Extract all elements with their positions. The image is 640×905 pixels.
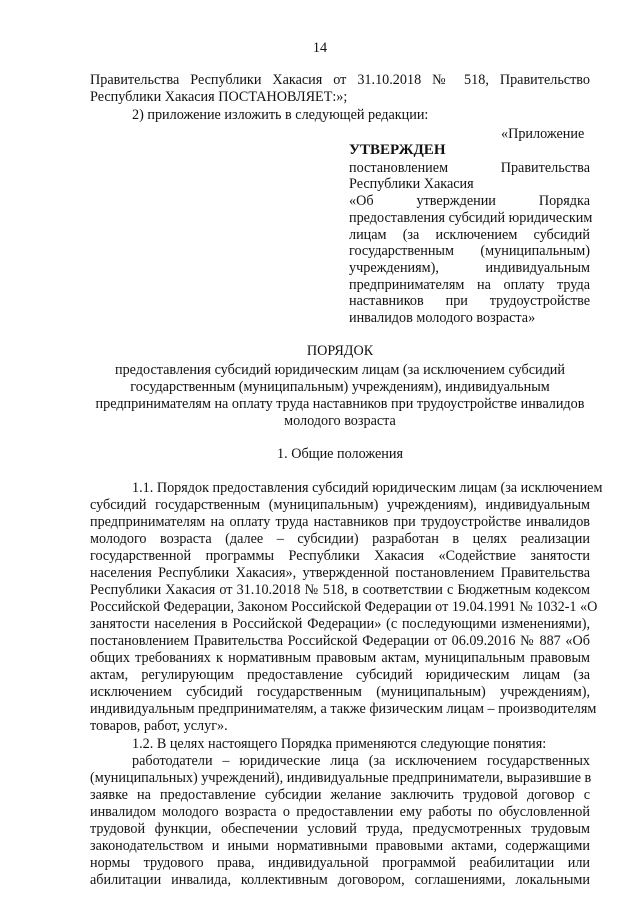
paragraph-line: абилитации инвалида, коллективным договором, соглашениями, локальными <box>90 872 590 888</box>
paragraph-line: общих требованиях к нормативным правовым актам, муниципальным правовым <box>90 650 590 666</box>
paragraph-line: 1.2. В целях настоящего Порядка применяются следующие понятия: <box>132 736 547 752</box>
paragraph-line: 1.1. Порядок предоставления субсидий юридическим лицам (за исключением <box>132 480 603 496</box>
appendix-open: «Приложение <box>501 126 585 142</box>
intro-line: Республики Хакасия ПОСТАНОВЛЯЕТ:»; <box>90 89 348 105</box>
approval-line: предпринимателям на оплату труда <box>349 277 590 293</box>
approval-line: инвалидов молодого возраста» <box>349 310 536 326</box>
paragraph-line: Республики Хакасия от 31.10.2018 № 518, в соответствии с Бюджетным кодексом <box>90 582 590 598</box>
paragraph-line: (муниципальных) учреждений), индивидуальные предприниматели, выразившие в <box>90 770 592 786</box>
paragraph-line: индивидуальным предпринимателям, а также физическим лицам – производителям <box>90 701 597 717</box>
order-title: ПОРЯДОК <box>306 343 374 359</box>
paragraph-line: заявке на предоставление субсидии желание заключить трудовой договор с <box>90 787 590 803</box>
paragraph-line: инвалидом молодого возраста о предоставлении ему работы по обусловленной <box>90 804 590 820</box>
paragraph-line: молодого возраста (далее – субсидии) разработан в целях реализации <box>90 531 590 547</box>
approval-line: предоставления субсидий юридическим <box>349 210 593 226</box>
approval-line: «Об утверждении Порядка <box>349 193 590 209</box>
paragraph-line: нормы трудового права, индивидуальной программой реабилитации или <box>90 855 590 871</box>
paragraph-line: предпринимателям на оплату труда наставников при трудоустройстве инвалидов <box>90 514 590 530</box>
paragraph-line: исключением субсидий государственным (муниципальным) учреждениям), <box>90 684 590 700</box>
intro-line: 2) приложение изложить в следующей редакции: <box>132 107 429 123</box>
approval-line: учреждениям), индивидуальным <box>349 260 590 276</box>
order-subtitle-line: предпринимателям на оплату труда наставников при трудоустройстве инвалидов <box>95 396 585 412</box>
paragraph-line: государственной программы Республики Хакасия «Содействие занятости <box>90 548 590 564</box>
section-heading: 1. Общие положения <box>277 446 403 462</box>
paragraph-line: населения Республики Хакасия», утвержденной постановлением Правительства <box>90 565 590 581</box>
paragraph-line: актам, регулирующим предоставление субсидий юридическим лицам (за <box>90 667 590 683</box>
paragraph-line: Российской Федерации, Законом Российской Федерации от 19.04.1991 № 1032-1 «О <box>90 599 598 615</box>
order-subtitle-line: государственным (муниципальным) учреждениям), индивидуальным <box>130 379 550 395</box>
paragraph-line: занятости населения в Российской Федерации» (с последующими изменениями), <box>90 616 590 632</box>
approval-line: Республики Хакасия <box>349 176 474 192</box>
paragraph-line: работодатели – юридические лица (за исключением государственных <box>132 753 590 769</box>
page-number: 14 <box>312 40 328 56</box>
approval-line: постановлением Правительства <box>349 160 590 176</box>
paragraph-line: товаров, работ, услуг». <box>90 718 228 734</box>
approval-line: наставников при трудоустройстве <box>349 293 590 309</box>
paragraph-line: постановлением Правительства Российской Федерации от 06.09.2016 № 887 «Об <box>90 633 590 649</box>
approval-line: государственным (муниципальным) <box>349 243 590 259</box>
paragraph-line: законодательством и иными нормативными правовыми актами, содержащими <box>90 838 590 854</box>
paragraph-line: трудовой функции, обеспечении условий труда, предусмотренных трудовым <box>90 821 590 837</box>
order-subtitle-line: молодого возраста <box>284 413 396 429</box>
approval-title: УТВЕРЖДЕН <box>349 142 446 158</box>
approval-line: лицам (за исключением субсидий <box>349 227 590 243</box>
order-subtitle-line: предоставления субсидий юридическим лицам (за исключением субсидий <box>115 362 565 378</box>
intro-line: Правительства Республики Хакасия от 31.10.2018 № 518, Правительство <box>90 72 590 88</box>
paragraph-line: субсидий государственным (муниципальным) учреждениям), индивидуальным <box>90 497 590 513</box>
